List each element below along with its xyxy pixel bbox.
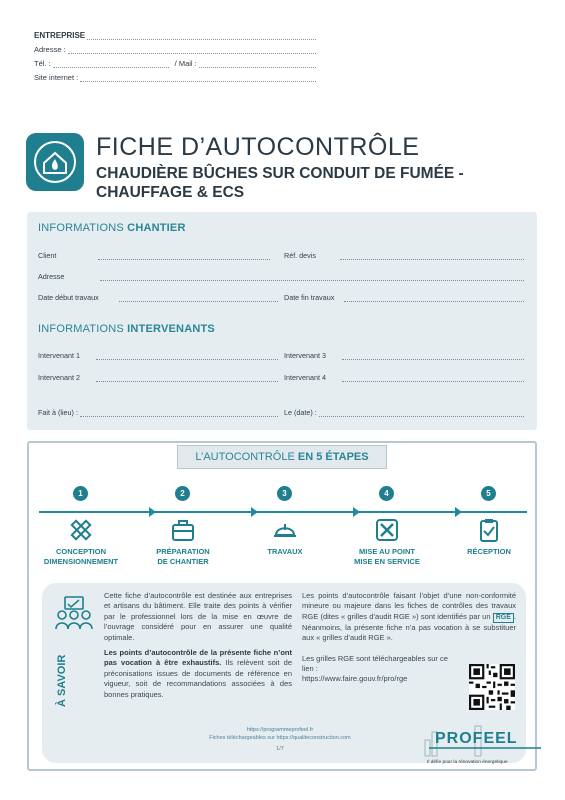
footer (160, 726, 400, 753)
flow-arrow-icon (251, 507, 258, 517)
phone-label: Tél. : (34, 59, 51, 68)
le-date-row (284, 407, 524, 417)
steps-heading-bold: EN 5 ÉTAPES (297, 451, 369, 463)
profeel-tagline: Il défie pour la rénovation énergétique (427, 760, 508, 765)
savoir-left-column (104, 591, 292, 700)
step-3-line1: TRAVAUX (267, 547, 303, 556)
clipboard-check-icon (476, 517, 502, 543)
step-label-4 (332, 547, 442, 567)
ref-devis-field[interactable] (340, 253, 524, 260)
intervenant4-row (284, 372, 524, 382)
intervenant1-field[interactable] (96, 353, 278, 360)
website-row (34, 68, 316, 82)
date-fin-row (284, 292, 524, 302)
house-flame-logo-icon (26, 133, 84, 191)
steps-flow-line (39, 511, 527, 513)
client-field-row (38, 250, 270, 260)
step-number: 3 (277, 486, 292, 501)
le-date-field[interactable] (319, 410, 524, 417)
info-panel (27, 212, 537, 430)
intervenant3-field[interactable] (342, 353, 524, 360)
address-row (34, 40, 316, 54)
savoir-right-p1-a: Les points d’autocontrôle faisant l’objet d’une non-conformité mineure ou majeure dans les fiches de contrôles des travaux RGE (dites « grilles d’audit RGE ») sont identifiés par un (302, 591, 516, 621)
profeel-logo (423, 714, 543, 770)
adresse-field-row (38, 271, 524, 281)
intervenant3-row (284, 350, 524, 360)
intervenant4-label: Intervenant 4 (284, 373, 326, 382)
qr-code-icon (469, 664, 515, 710)
footer-link-fiches[interactable]: Fiches téléchargeables sur https://qualiteconstruction.com (209, 735, 351, 741)
mail-field[interactable] (199, 59, 316, 68)
profeel-wordmark: PROFEEL (435, 730, 518, 747)
fait-a-row (38, 407, 278, 417)
step-2-line1: PRÉPARATION (156, 547, 210, 556)
address-label: Adresse : (34, 45, 66, 54)
chantier-section-title (38, 222, 186, 234)
rge-badge: RGE (493, 613, 514, 623)
toolbox-icon (170, 517, 196, 543)
adresse-field[interactable] (100, 274, 524, 281)
intervenant1-label: Intervenant 1 (38, 351, 80, 360)
company-field[interactable] (87, 31, 316, 40)
ref-field-row (284, 250, 524, 260)
savoir-right-p1 (302, 591, 516, 644)
savoir-left-p2 (104, 648, 292, 700)
page-subtitle: CHAUDIÈRE BÛCHES SUR CONDUIT DE FUMÉE - CHAUFFAGE & ECS (96, 165, 464, 201)
steps-heading-prefix: L’AUTOCONTRÔLE (195, 451, 298, 463)
contact-row (34, 54, 316, 68)
flow-arrow-icon (149, 507, 156, 517)
flow-arrow-icon (455, 507, 462, 517)
company-header (34, 26, 316, 82)
phone-field[interactable] (53, 59, 169, 68)
intervenant2-row (38, 372, 278, 382)
step-2-line2: DE CHANTIER (157, 557, 209, 566)
pencil-ruler-icon (68, 517, 94, 543)
step-5-line1: RÉCEPTION (467, 547, 511, 556)
page-title: FICHE D’AUTOCONTRÔLE (96, 133, 420, 161)
savoir-right-p2: Les grilles RGE sont téléchargeables sur ce lien : (302, 653, 448, 674)
savoir-right-p1-b: . Néanmoins, la présente fiche n’a pas vocation à se substituer aux « grilles d’audit RGE ». (302, 611, 516, 643)
mail-label: / Mail : (174, 59, 197, 68)
intervenants-section-title (38, 323, 215, 335)
step-label-2 (128, 547, 238, 567)
date-fin-field[interactable] (344, 295, 524, 302)
footer-link-programme[interactable]: https://programmeprofeel.fr (246, 727, 314, 733)
intervenants-title-bold: INTERVENANTS (127, 323, 215, 335)
step-4-line1: MISE AU POINT (359, 547, 415, 556)
step-1-line1: CONCEPTION (55, 547, 106, 556)
website-field[interactable] (80, 73, 316, 82)
step-number: 5 (481, 486, 496, 501)
savoir-left-p2-bold: Les points d’autocontrôle de la présente fiche n’ont pas vocation à être exhaustifs. (104, 648, 292, 668)
page-number: 1/7 (276, 746, 284, 752)
intervenants-title-prefix: INFORMATIONS (38, 323, 128, 335)
chantier-title-prefix: INFORMATIONS (38, 222, 128, 234)
fait-a-label: Fait à (lieu) : (38, 408, 78, 417)
savoir-left-p1: Cette fiche d’autocontrôle est destinée aux entreprises et artisans du bâtiment. Elle traite des points à vérifier par le professionnel lors de la mise en œuvre de l’ouvrage considéré pour en assurer une qualité optimale. (104, 591, 292, 642)
date-debut-row (38, 292, 278, 302)
ref-devis-label: Réf. devis (284, 251, 316, 260)
client-field[interactable] (98, 253, 270, 260)
client-label: Client (38, 251, 57, 260)
a-savoir-label: À SAVOIR (56, 654, 68, 707)
date-debut-label: Date début travaux (38, 293, 99, 302)
flow-arrow-icon (353, 507, 360, 517)
step-number: 4 (379, 486, 394, 501)
intervenant2-field[interactable] (96, 375, 278, 382)
steps-heading (177, 445, 387, 469)
address-field[interactable] (68, 45, 316, 54)
step-label-5 (434, 547, 544, 557)
step-label-1 (26, 547, 136, 567)
date-debut-field[interactable] (119, 295, 278, 302)
intervenant3-label: Intervenant 3 (284, 351, 326, 360)
step-1-line2: DIMENSIONNEMENT (43, 557, 119, 566)
step-number: 1 (73, 486, 88, 501)
chantier-title-bold: CHANTIER (127, 222, 186, 234)
intervenant2-label: Intervenant 2 (38, 373, 80, 382)
le-date-label: Le (date) : (284, 408, 317, 417)
fait-a-field[interactable] (80, 410, 278, 417)
website-label: Site internet : (34, 73, 79, 82)
hard-hat-icon (272, 517, 298, 543)
adresse-label: Adresse (38, 272, 65, 281)
date-fin-label: Date fin travaux (284, 293, 335, 302)
savoir-left-p2-rest: Ils relèvent soit de préconisations issues de documents de référence en vigueur, soit de recommandations associées à des bonnes pratiques. (104, 658, 292, 699)
intervenant1-row (38, 350, 278, 360)
step-label-3 (230, 547, 340, 557)
company-row (34, 26, 316, 40)
step-4-line2: MISE EN SERVICE (354, 557, 420, 566)
tools-icon (374, 517, 400, 543)
intervenant4-field[interactable] (342, 375, 524, 382)
rge-link[interactable]: https://www.faire.gouv.fr/pro/rge (302, 674, 408, 684)
step-number: 2 (175, 486, 190, 501)
company-label: ENTREPRISE (34, 31, 86, 40)
